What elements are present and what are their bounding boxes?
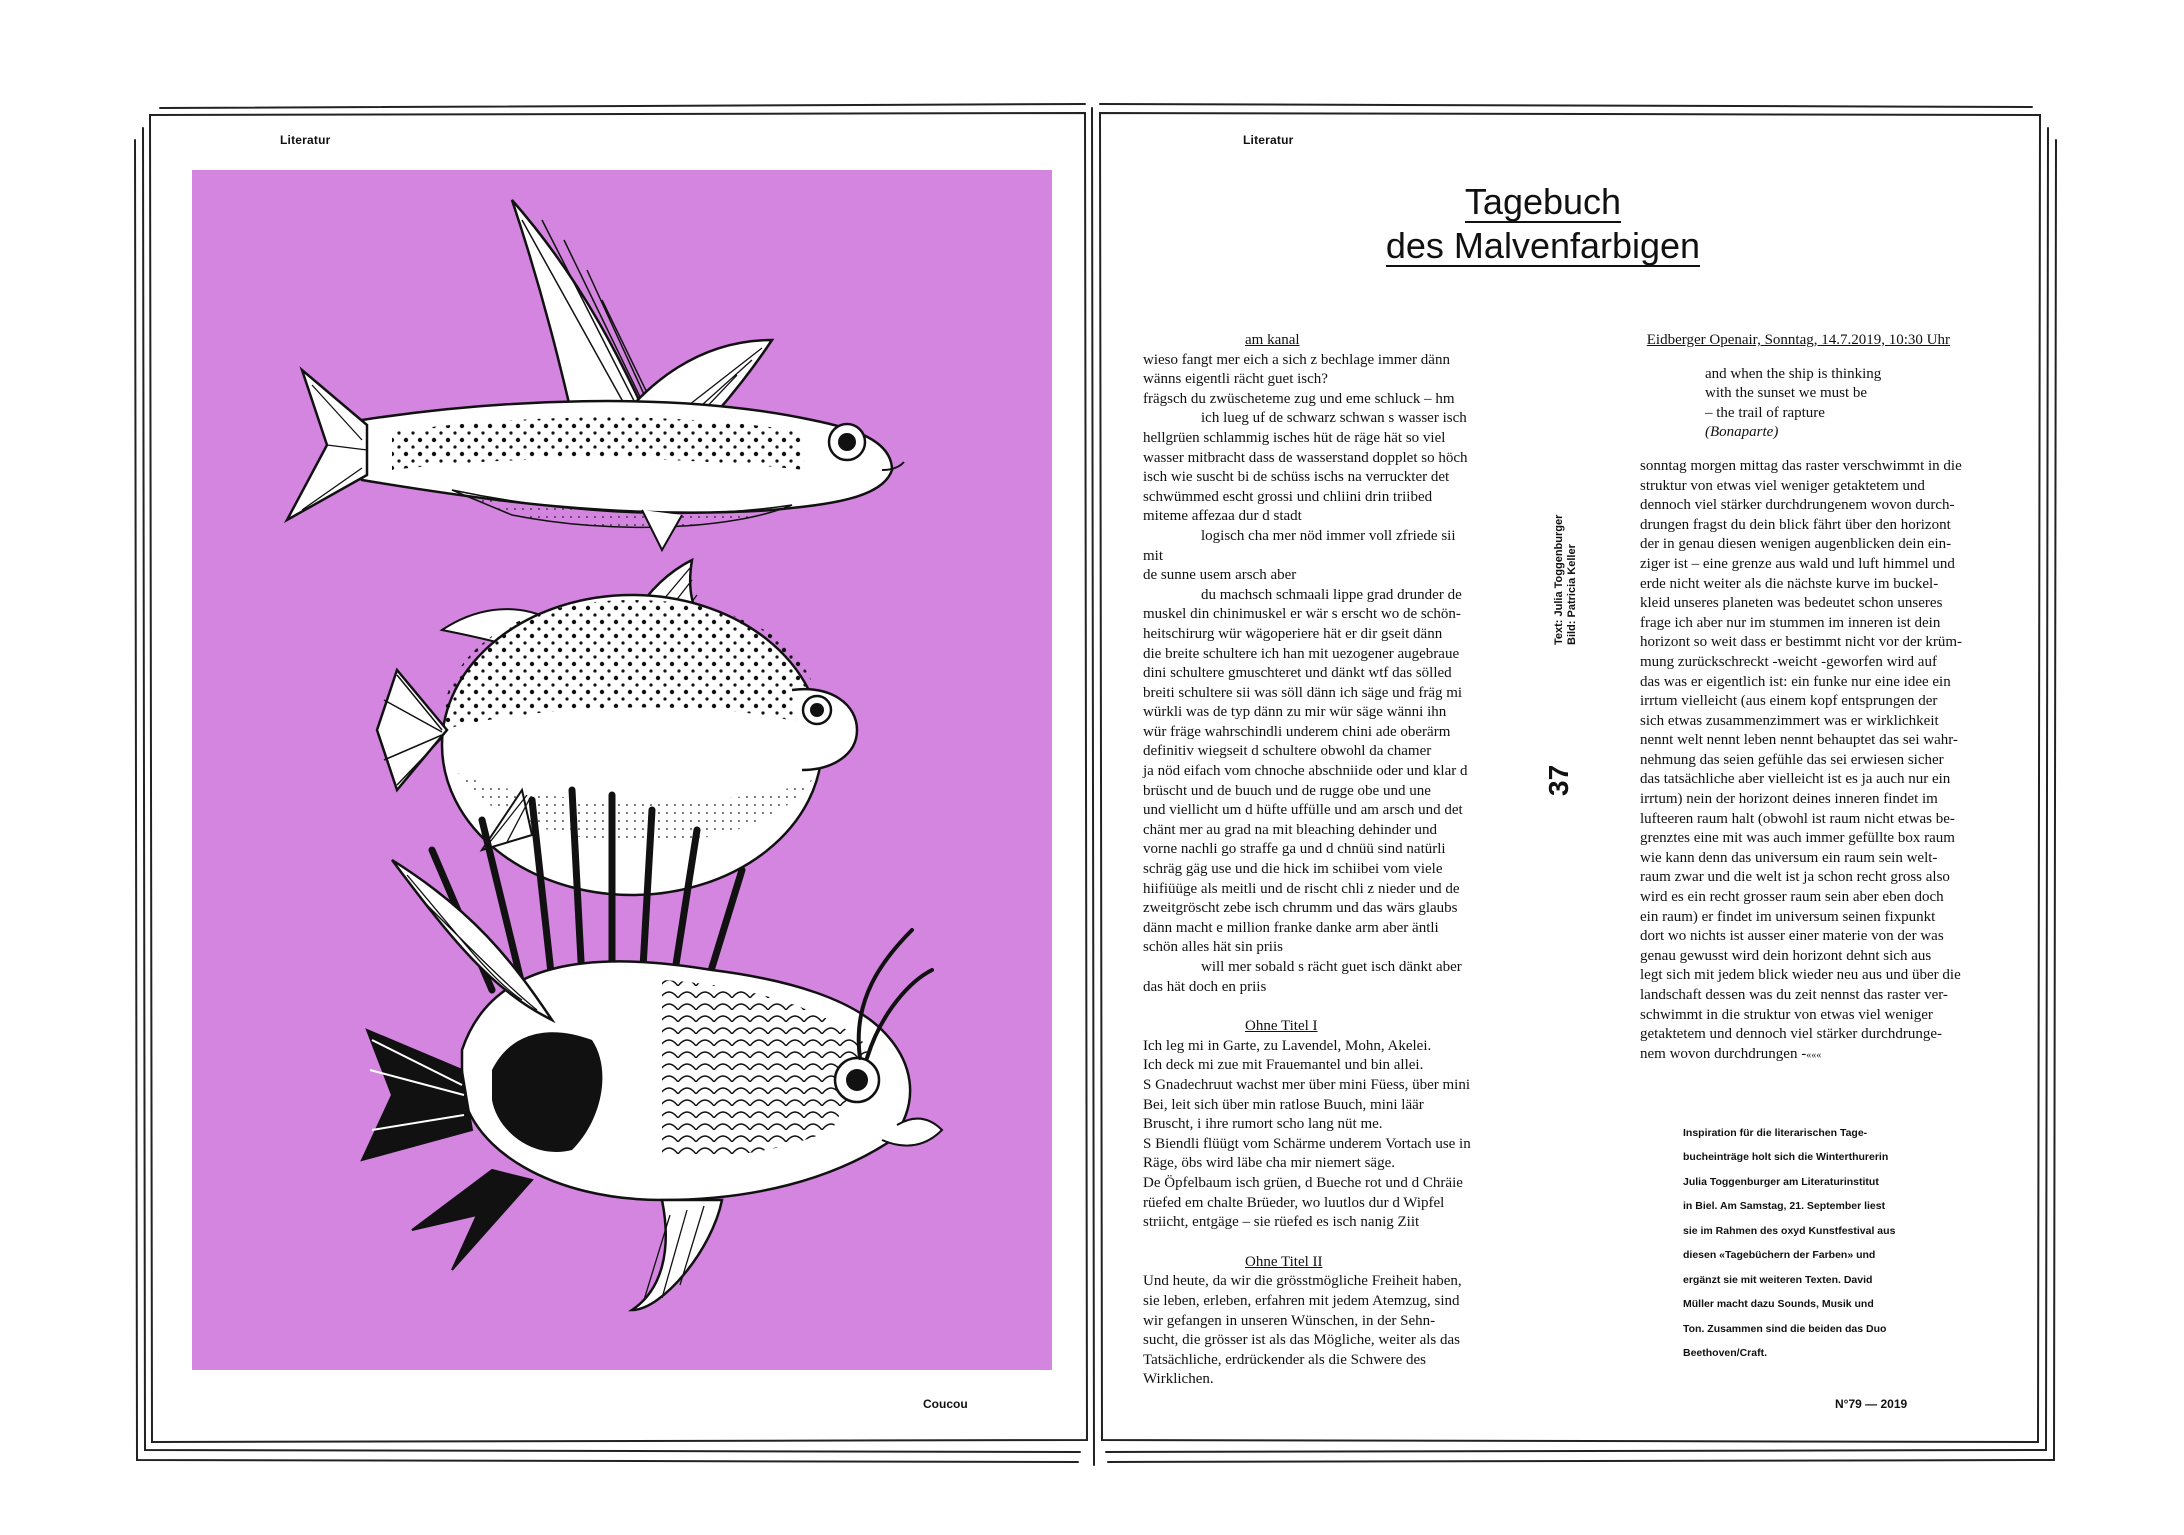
image-credit: Bild: Patricia Keller (1566, 544, 1578, 645)
poem-line: breiti schultere sii was söll dänn ich säge und fräg mi (1143, 684, 1463, 701)
title-line: Tagebuch (1464, 181, 1622, 222)
poem-line: und viellicht um d hüfte uffülle und am arsch und det (1143, 802, 1463, 819)
diary-body (1640, 457, 1970, 1065)
left-page (160, 115, 1085, 1435)
running-head: Literatur (280, 133, 331, 147)
epigraph-line: – the trail of rapture (1705, 404, 1825, 421)
diary-line: irrtum vielleicht (aus einem kopf entsprungen der (1640, 693, 1938, 710)
poem-line: ja nöd eifach vom chnoche abschniide oder und klar d (1143, 763, 1468, 780)
note-line: bucheinträge holt sich die Winterthurerin (1683, 1151, 1889, 1163)
poem-line: dänn macht e million franke danke arm aber äntli (1143, 919, 1439, 936)
note-line: Julia Toggenburger am Literaturinstitut (1683, 1175, 1879, 1188)
note-line: sie im Rahmen des oxyd Kunstfestival aus (1683, 1224, 1896, 1237)
diary-line: nem wovon durchdrungen -««« (1640, 1045, 1822, 1062)
section-heading: Ohne Titel II (1245, 1253, 1323, 1270)
note-line: Inspiration für die literarischen Tage- (1683, 1126, 1868, 1139)
poem-ohne-titel-1 (1143, 1037, 1473, 1233)
poem-line: De Öpfelbaum isch grüen, d Bueche rot und d Chräie (1143, 1174, 1463, 1191)
poem-line: Bei, leit sich über min ratlose Buuch, mini läär (1143, 1096, 1424, 1113)
diary-line: horizont so weit dass er bestimmt nicht vor der krüm- (1640, 634, 1963, 651)
diary-line: mung zurückschreckt -weicht -geworfen wird auf (1640, 653, 1937, 670)
diary-line: nennt welt nennt leben nennt behauptet das sei wahr- (1640, 732, 1958, 749)
poem-line: brüscht und de buuch und de rugge obe und une (1143, 782, 1431, 799)
diary-line: sich etwas zusammenzimmert was er wirklichkeit (1640, 712, 1939, 729)
folio: Coucou (923, 1397, 968, 1411)
poem-line: dini schultere gmuschteret und dänkt wtf das sölled (1143, 665, 1452, 682)
fish-illustration (192, 170, 1052, 1370)
pufferfish-icon (377, 560, 857, 895)
poem-line: isch wie suscht bi de schüss ischs na verruckter det (1143, 469, 1450, 486)
poem-line: wasser mitbracht dass de wasserstand dopplet so höch (1143, 449, 1468, 466)
diary-line: sonntag morgen mittag das raster verschwimmt in die (1640, 457, 1962, 474)
poem-line: striicht, entgäge – sie rüefed es isch nanig Ziit (1143, 1214, 1420, 1231)
diary-line: struktur von etwas viel weniger getaktetem und (1640, 477, 1925, 494)
poem-line: schräg gäg use und die hick im schiibei vom viele (1143, 861, 1443, 878)
lionfish-icon (362, 790, 942, 1310)
diary-line: nehmung das seien gefühle das sei erwiesen sicher (1640, 751, 1944, 768)
poem-line: das hät doch en priis (1143, 978, 1267, 995)
poem-line: definitiv wiegseit d schultere obwohl da chamer (1143, 743, 1432, 760)
poem-line: hellgrüen schlammig isches hüt de räge hät so viel (1143, 429, 1446, 446)
note-line: Ton. Zusammen sind die beiden das Duo (1683, 1322, 1887, 1335)
poem-line: du machsch schmaali lippe grad drunder de (1201, 586, 1462, 603)
poem-line: rüefed em chalte Brüeder, wo luutlos dur d Wipfel (1143, 1194, 1445, 1211)
diary-line: ein raum) er findet im universum seinen fixpunkt (1640, 908, 1936, 925)
diary-line: grenztes eine mit was auch immer gefüllte box raum (1640, 830, 1955, 847)
diary-line: wird es ein recht grosser raum sein aber eben doch (1640, 889, 1944, 906)
note-line: ergänzt sie mit weiteren Texten. David (1683, 1273, 1873, 1286)
diary-line: dort wo nichts ist ausser einer materie von der was (1640, 928, 1944, 945)
poem-line: frägsch du zwüscheteme zug und eme schluck – hm (1143, 390, 1455, 407)
poem-line: sie leben, erleben, erfahren mit jedem Atemzug, sind (1143, 1292, 1460, 1309)
issue-folio: N°79 — 2019 (1835, 1397, 1908, 1411)
poem-column (1143, 331, 1473, 1390)
diary-line: raum zwar und die welt ist ja schon recht gross also (1640, 869, 1950, 886)
poem-line: S Biendli flüügt vom Schärme underem Vortach use in (1143, 1135, 1471, 1152)
title-line: des Malvenfarbigen (1385, 225, 1701, 266)
poem-line: S Gnadechruut wachst mer über mini Füess, über mini (1143, 1076, 1471, 1093)
diary-line: das was er eigentlich ist: ein funke nur eine idee ein (1640, 673, 1951, 690)
poem-line: logisch cha mer nöd immer voll zfriede sii mit (1143, 527, 1456, 564)
poem-line: wir gefangen in unseren Wünschen, in der Sehn- (1143, 1312, 1436, 1329)
end-mark: ««« (1806, 1049, 1822, 1061)
poem-line: Bruscht, i ihre rumort scho lang nüt me. (1143, 1116, 1383, 1133)
poem-line: chänt mer au grad na mit bleaching dehinder und (1143, 821, 1438, 838)
poem-line: heitschirurg wür wägoperiere hät er dir gseit dänn (1143, 625, 1443, 642)
poem-line: zweitgröscht zebe isch chrumm und das wärs glaubs (1143, 900, 1458, 917)
poem-line: vorne nachli go straffe ga und d chnüü sind natürli (1143, 841, 1446, 858)
epigraph-source: (Bonaparte) (1705, 424, 1779, 441)
poem-line: schön alles hät sin priis (1143, 939, 1283, 956)
poem-am-kanal (1143, 351, 1473, 998)
page-number (1543, 760, 1583, 800)
note-line: Beethoven/Craft. (1683, 1347, 1768, 1359)
poem-line: Ich leg mi in Garte, zu Lavendel, Mohn, Akelei. (1143, 1037, 1432, 1054)
poem-line: miteme affezaa dur d stadt (1143, 508, 1302, 525)
article-title (1363, 180, 1723, 268)
poem-line: wänns eigentli rächt guet isch? (1143, 371, 1328, 388)
poem-line: Wirklichen. (1143, 1371, 1214, 1388)
poem-line: hiifiüüge als meitli und de rischt chli z nieder und de (1143, 880, 1460, 897)
diary-line: das tatsächliche aber vielleicht ist es ja auch nur ein (1640, 771, 1951, 788)
note-line: diesen «Tagebüchern der Farben» und (1683, 1249, 1876, 1261)
poem-line: sucht, die grösser ist als das Mögliche, weiter als das (1143, 1332, 1461, 1349)
poem-line: de sunne usem arsch aber (1143, 567, 1297, 584)
diary-line: schwimmt in die struktur von etwas viel weniger (1640, 1006, 1933, 1023)
diary-line: genau gewusst wird dein horizont dehnt sich aus (1640, 947, 1932, 964)
diary-line: landschaft dessen was du zeit nennst das raster ver- (1640, 987, 1948, 1003)
page-number-text: 37 (1543, 764, 1574, 796)
diary-line: frage ich aber nur im stummen im inneren ist dein (1640, 614, 1941, 631)
diary-column (1640, 331, 1970, 1065)
diary-line: wie kann denn das universum ein raum sein welt- (1640, 849, 1938, 866)
epigraph-line: with the sunset we must be (1705, 385, 1868, 402)
note-line: Müller macht dazu Sounds, Musik und (1683, 1298, 1874, 1310)
section-heading: Ohne Titel I (1245, 1018, 1318, 1035)
right-page (1105, 115, 2040, 1435)
diary-line: getaktetem und dennoch viel stärker durchdrunge- (1640, 1026, 1942, 1043)
author-note (1683, 1115, 1923, 1371)
poem-line: wür fräge wahrschindli underem chini ade oberärm (1143, 723, 1451, 740)
poem-line: schwümmed escht grossi und chliini drin triibed (1143, 488, 1433, 505)
poem-line: Tatsächliche, erdrückender als die Schwere des (1143, 1351, 1426, 1368)
running-head: Literatur (1243, 133, 1294, 147)
poem-ohne-titel-2 (1143, 1272, 1473, 1390)
poem-line: will mer sobald s rächt guet isch dänkt aber (1201, 959, 1462, 975)
poem-line: Ich deck mi zue mit Frauemantel und bin allei. (1143, 1057, 1424, 1074)
diary-line: erde nicht weiter als die nächste kurve im buckel- (1640, 575, 1939, 592)
diary-line: kleid unseres planeten was bedeutet schon unseres (1640, 595, 1943, 612)
poem-line: wieso fangt mer eich a sich z bechlage immer dänn (1143, 351, 1450, 368)
epigraph-line: and when the ship is thinking (1705, 365, 1882, 382)
diary-line: legt sich mit jedem blick wieder neu aus und über die (1640, 967, 1961, 984)
author-credits (1553, 465, 1578, 645)
diary-line: ziger ist – eine grenze aus wald und luft himmel und (1640, 555, 1955, 572)
diary-line: lufteeren raum halt (obwohl ist raum nicht etwas be- (1640, 810, 1955, 827)
poem-line: Und heute, da wir die grösstmögliche Freiheit haben, (1143, 1273, 1462, 1290)
section-heading: am kanal (1245, 332, 1300, 348)
diary-line: drungen fragst du dein blick fährt über den horizont (1640, 516, 1951, 533)
epigraph (1640, 365, 1970, 424)
flying-fish-icon (287, 200, 904, 550)
poem-line: die breite schultere ich han mit uezogener augebraue (1143, 645, 1460, 662)
diary-heading: Eidberger Openair, Sonntag, 14.7.2019, 10:30 Uhr (1646, 332, 1950, 348)
poem-line: Räge, öbs wird läbe cha mir niemert säge. (1143, 1155, 1395, 1172)
text-credit: Text: Julia Toggenburger (1553, 514, 1565, 645)
diary-line: dennoch viel stärker durchdrungenem wovon durch- (1640, 497, 1955, 514)
note-line: in Biel. Am Samstag, 21. September liest (1683, 1200, 1886, 1212)
poem-line: ich lueg uf de schwarz schwan s wasser isch (1201, 410, 1467, 427)
poem-line: muskel din chinimuskel er wär s erscht wo de schön- (1143, 606, 1461, 623)
poem-line: würkli was de typ dänn zu mir wür säge wänni ihn (1143, 704, 1447, 721)
diary-line: der in genau diesen wenigen augenblicken dein ein- (1640, 536, 1952, 553)
diary-line: irrtum) nein der horizont deines inneren findet im (1640, 791, 1938, 808)
